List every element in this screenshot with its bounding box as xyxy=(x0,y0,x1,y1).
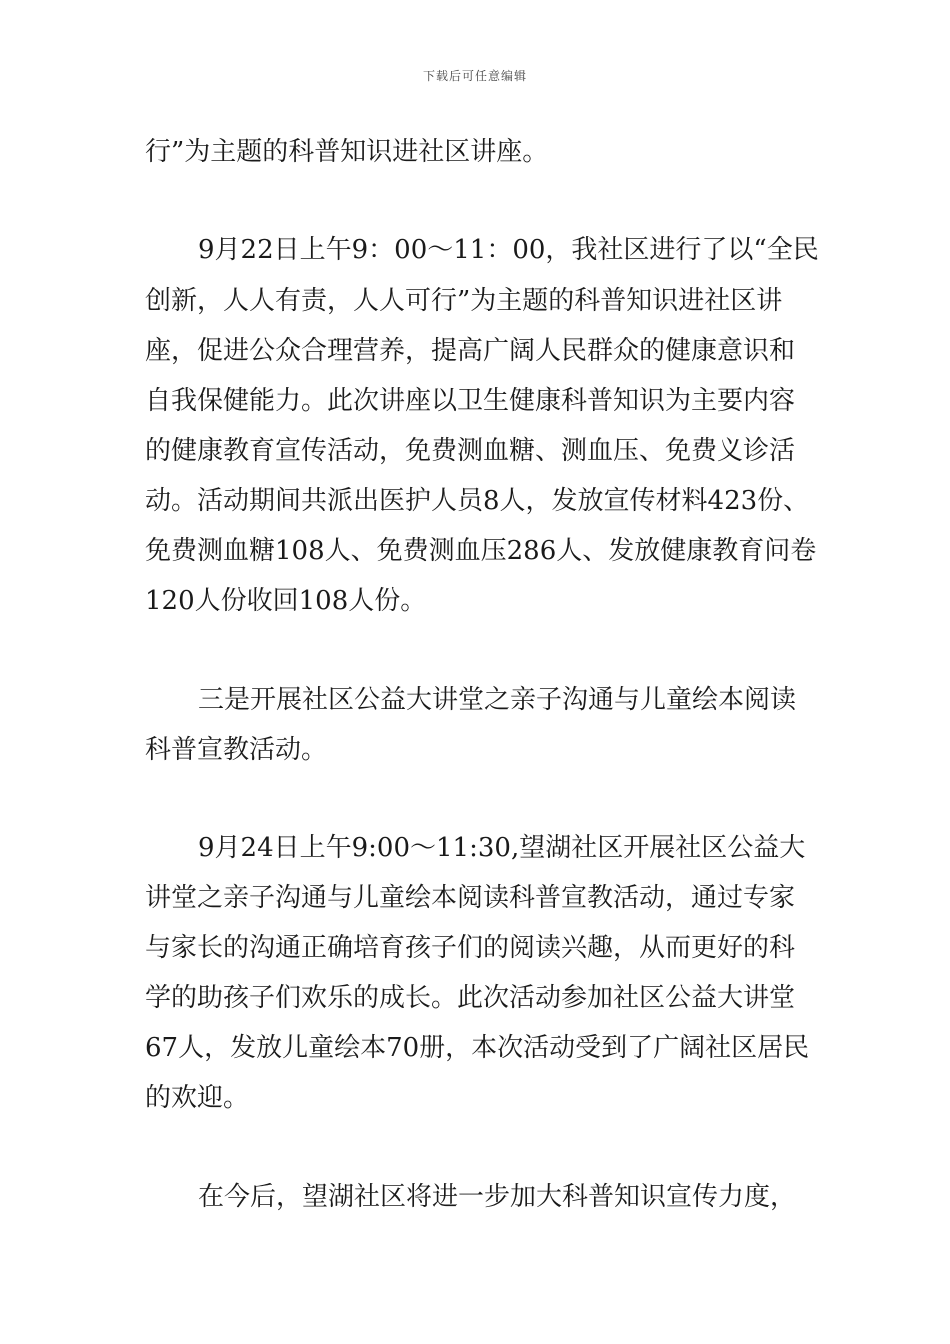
paragraph-line: 在今后，望湖社区将进一步加大科普知识宣传力度， xyxy=(198,1182,797,1212)
paragraph-line: 动。活动期间共派出医护人员8人，发放宣传材料423份、 xyxy=(145,486,810,516)
paragraph-line: 9月22日上午9：00～11：00，我社区进行了以“全民 xyxy=(198,235,819,265)
paragraph-line: 120人份收回108人份。 xyxy=(145,586,427,616)
page-header: 下载后可任意编辑 xyxy=(422,69,527,83)
paragraph-line: 67人，发放儿童绘本70册，本次活动受到了广阔社区居民 xyxy=(145,1033,810,1063)
paragraph-line: 自我保健能力。此次讲座以卫生健康科普知识为主要内容 xyxy=(145,386,796,416)
paragraph-line: 科普宣教活动。 xyxy=(145,735,328,765)
paragraph-line: 讲堂之亲子沟通与儿童绘本阅读科普宣教活动，通过专家 xyxy=(145,883,796,913)
paragraph-line: 免费测血糖108人、免费测血压286人、发放健康教育问卷 xyxy=(145,536,817,566)
paragraph-line: 与家长的沟通正确培育孩子们的阅读兴趣，从而更好的科 xyxy=(145,933,796,963)
paragraph-line: 座，促进公众合理营养，提高广阔人民群众的健康意识和 xyxy=(145,336,796,366)
paragraph-line: 的健康教育宣传活动，免费测血糖、测血压、免费义诊活 xyxy=(145,436,796,466)
paragraph-line: 三是开展社区公益大讲堂之亲子沟通与儿童绘本阅读 xyxy=(198,685,797,715)
paragraph-line: 创新，人人有责，人人可行”为主题的科普知识进社区讲 xyxy=(145,286,783,316)
paragraph-line: 学的助孩子们欢乐的成长。此次活动参加社区公益大讲堂 xyxy=(145,983,796,1013)
paragraph-line: 9月24日上午9:00～11:30,望湖社区开展社区公益大 xyxy=(198,833,806,863)
paragraph-line: 行”为主题的科普知识进社区讲座。 xyxy=(145,137,549,167)
paragraph-line: 的欢迎。 xyxy=(145,1083,250,1113)
